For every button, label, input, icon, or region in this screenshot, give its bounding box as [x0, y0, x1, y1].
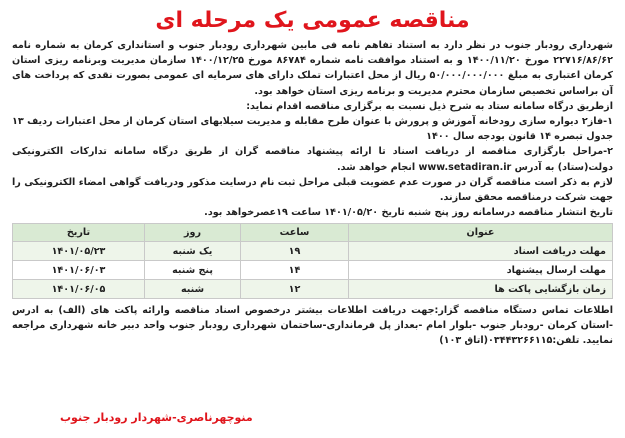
schedule-cell-day: یک شنبه: [145, 242, 241, 261]
schedule-cell-title: زمان بازگشایی پاکت ها: [349, 280, 613, 299]
table-row: [13, 280, 613, 299]
schedule-cell-day: پنج شنبه: [145, 261, 241, 280]
table-row: [13, 242, 613, 261]
table-row: [13, 261, 613, 280]
schedule-header-row: [13, 224, 613, 242]
signature-line: منوچهرناصری-شهردار رودبار جنوب: [60, 411, 253, 424]
setad-url-link[interactable]: www.setadiran.ir: [418, 161, 512, 173]
notice-paragraph-publish-date: تاریخ انتشار مناقصه درسامانه روز پنج شنبه تاریخ ۱۴۰۱/۰۵/۲۰ ساعت ۱۹عصرخواهد بود.: [204, 207, 613, 219]
notice-paragraph-registration: لازم به ذکر است مناقصه گران در صورت عدم عضویت قبلی مراحل ثبت نام درسایت مذکور ودریافت گواهی امضاء الکترونیکی را جهت شرکت درمناقصه محقق سازند.: [12, 176, 613, 204]
schedule-header-time: ساعت: [241, 224, 349, 242]
notice-body: [12, 38, 613, 220]
schedule-cell-title: مهلت ارسال پیشنهاد: [349, 261, 613, 280]
schedule-cell-date: ۱۴۰۱/۰۶/۰۳: [13, 261, 145, 280]
notice-paragraph-item-2: [12, 144, 613, 174]
notice-paragraph-item-1: ۱-فاز۲ دیواره سازی رودخانه آموزش و پرورش با عنوان طرح مقابله و مدیریت سیلابهای استان کرمان از محل اعتبارات ردیف ۱۳ جدول تبصره ۱۴ قانون بودجه سال ۱۴۰۰: [12, 116, 613, 143]
schedule-table: [12, 223, 613, 299]
schedule-cell-date: ۱۴۰۱/۰۶/۰۵: [13, 280, 145, 299]
notice-title: مناقصه عمومی یک مرحله ای: [155, 8, 470, 33]
schedule-cell-time: ۱۹: [241, 242, 349, 261]
schedule-header-date: تاریخ: [13, 224, 145, 242]
schedule-header-day: روز: [145, 224, 241, 242]
notice-item-2-text: ۲-مراحل بارگزاری مناقصه از دریافت اسناد تا ارائه پیشنهاد مناقصه گران از طریق درگاه سامانه تدارکات الکترونیکی دولت(ستاد) به آدرس: [12, 146, 613, 173]
schedule-cell-day: شنبه: [145, 280, 241, 299]
schedule-header-title: عنوان: [349, 224, 613, 242]
schedule-cell-time: ۱۴: [241, 261, 349, 280]
schedule-cell-time: ۱۲: [241, 280, 349, 299]
contact-info: اطلاعات تماس دستگاه مناقصه گزار:جهت دریافت اطلاعات بیشتر درخصوص اسناد مناقصه وارائه پاکت های (الف) به ادرس -استان کرمان -رودبار جنوب -بلوار امام -بعداز پل فرمانداری-ساختمان شهرداری رودبار جنوب واحد دبیر خانه شهرداری مراجعه نمایید. تلفن:۰۳۴۴۳۲۶۶۱۱۵(اتاق ۱۰۳): [12, 305, 613, 347]
schedule-cell-date: ۱۴۰۱/۰۵/۲۳: [13, 242, 145, 261]
notice-item-2-suffix: انجام خواهد شد.: [337, 161, 416, 173]
notice-paragraph-method: ازطریق درگاه سامانه ستاد به شرح ذیل نسبت به برگزاری مناقصه اقدام نماید:: [246, 100, 613, 112]
notice-paragraph-intro: شهرداری رودبار جنوب در نظر دارد به استناد تفاهم نامه فی مابین شهرداری رودبار جنوب و استانداری کرمان به شماره نامه ۲۲۷۱۶/۸۶/۶۲ مورخ ۱۴۰۰/۱۱/۲۰ و به استناد موافقت نامه شماره ۸۶۷۸۴ مورخ ۱۴۰۰/۱۲/۲۵ سازمان مدیریت وبرنامه ریزی استان کرمان اعتباری به مبلغ ۵۰/۰۰۰/۰۰۰/۰۰۰ ریال از محل اعتبارات تملک دارای های سرمایه ای عمومی بصورت نقدی که پرداخت های آن براساس تخصیص سازمان محترم مدیریت و برنامه ریزی استان خواهد بود.: [12, 40, 613, 97]
schedule-cell-title: مهلت دریافت اسناد: [349, 242, 613, 261]
